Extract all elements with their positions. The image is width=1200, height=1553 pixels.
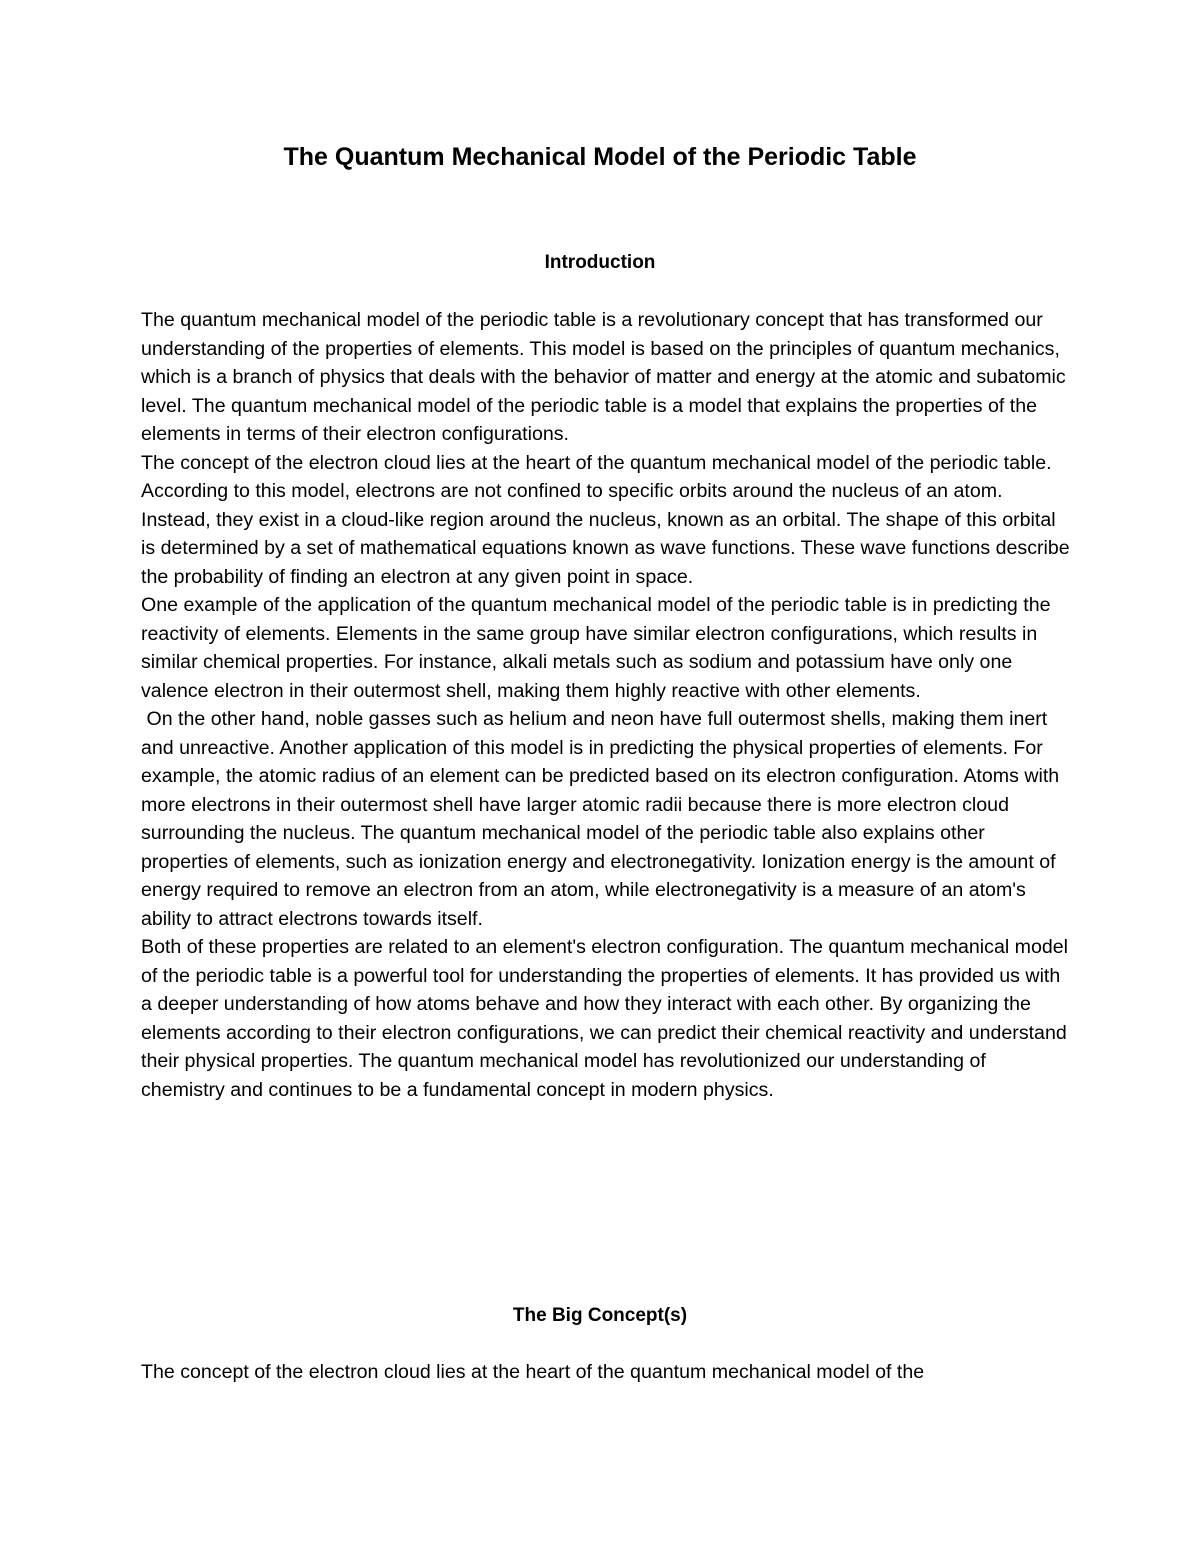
paragraph: On the other hand, noble gasses such as helium and neon have full outermost shells, making them inert and unreactive. Another application of this model is in predicting the physical properties of elements. For example, the atomic radius of an element can be predicted based on its electron configuration. Atoms with more electrons in their outermost shell have larger atomic radii because there is more electron cloud surrounding the nucleus. The quantum mechanical model of the periodic table also explains other properties of elements, such as ionization energy and electronegativity. Ionization energy is the amount of energy required to remove an electron from an atom, while electronegativity is a measure of an atom's ability to attract electrons towards itself. xyxy=(141,708,1065,930)
paragraph: The concept of the electron cloud lies at the heart of the quantum mechanical model of the periodic table. According to this model, electrons are not confined to specific orbits around the nucleus of an atom. Instead, they exist in a cloud-like region around the nucleus, known as an orbital. The shape of this orbital is determined by a set of mathematical equations known as wave functions. These wave functions describe the probability of finding an electron at any given point in space. xyxy=(141,451,1070,588)
section-heading-introduction: Introduction xyxy=(544,252,656,273)
paragraph: The quantum mechanical model of the periodic table is a revolutionary concept that has transformed our understanding of the properties of elements. This model is based on the principles of quantum mechanics, which is a branch of physics that deals with the behavior of matter and energy at the atomic and subatomic level. The quantum mechanical model of the periodic table is a model that explains the properties of the elements in terms of their electron configurations. xyxy=(141,309,1066,445)
document-title: The Quantum Mechanical Model of the Periodic Table xyxy=(283,143,917,171)
section-heading-big-concepts: The Big Concept(s) xyxy=(512,1305,688,1326)
paragraph: One example of the application of the quantum mechanical model of the periodic table is in predicting the reactivity of elements. Elements in the same group have similar electron configurations, which results in similar chemical properties. For instance, alkali metals such as sodium and potassium have only one valence electron in their outermost shell, making them highly reactive with other elements. xyxy=(141,594,1051,702)
paragraph: The concept of the electron cloud lies at the heart of the quantum mechanical model of the xyxy=(141,1361,925,1383)
introduction-body xyxy=(141,306,1071,1104)
paragraph: Both of these properties are related to an element's electron configuration. The quantum mechanical model of the periodic table is a powerful tool for understanding the properties of elements. It has provided us with a deeper understanding of how atoms behave and how they interact with each other. By organizing the elements according to their electron configurations, we can predict their chemical reactivity and understand their physical properties. The quantum mechanical model has revolutionized our understanding of chemistry and continues to be a fundamental concept in modern physics. xyxy=(141,936,1069,1101)
big-concepts-body xyxy=(141,1358,1071,1387)
